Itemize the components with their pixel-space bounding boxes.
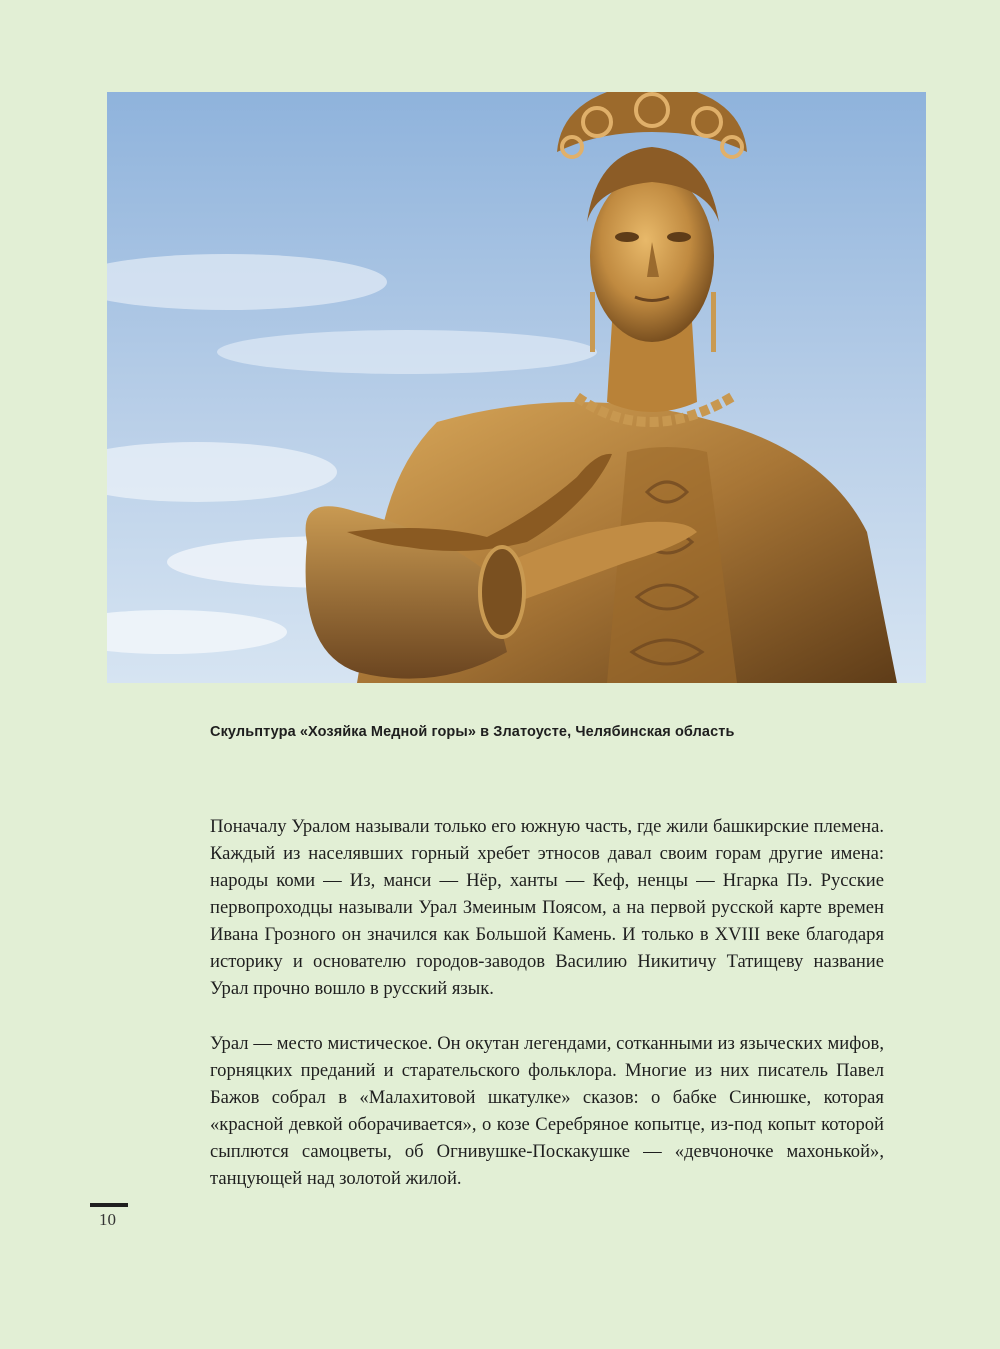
page-number-rule bbox=[90, 1203, 128, 1207]
photo-caption: Скульптура «Хозяйка Медной горы» в Златоусте, Челябинская область bbox=[210, 724, 735, 740]
body-paragraph: Урал — место мистическое. Он окутан легендами, сотканными из языческих мифов, горняцких преданий и старательского фольклора. Многие из них писатель Павел Бажов собрал в «Малахитовой шкатулке» сказов: о бабке Синюшке, которая «красной девкой оборачивается», о козе Серебряное копытце, из-под копыт которой сыплются самоцветы, об Огнивушке-Поскакушке — «девчоночке махонькой», танцующей над золотой жилой. bbox=[210, 1033, 884, 1189]
statue-photo bbox=[107, 92, 926, 683]
body-paragraph: Поначалу Уралом называли только его южную часть, где жили башкирские племена. Каждый из населявших горный хребет этносов давал своим горам другие имена: народы коми — Из, манси — Нёр, ханты — Кеф, ненцы — Нгарка Пэ. Русские первопроходцы называли Урал Змеиным Поясом, а на первой русской карте времен Ивана Грозного он значился как Большой Камень. И только в XVIII веке благодаря историку и основателю городов-заводов Василию Никитичу Татищеву название Урал прочно вошло в русский язык. bbox=[210, 816, 884, 999]
page-number: 10 bbox=[99, 1210, 116, 1229]
